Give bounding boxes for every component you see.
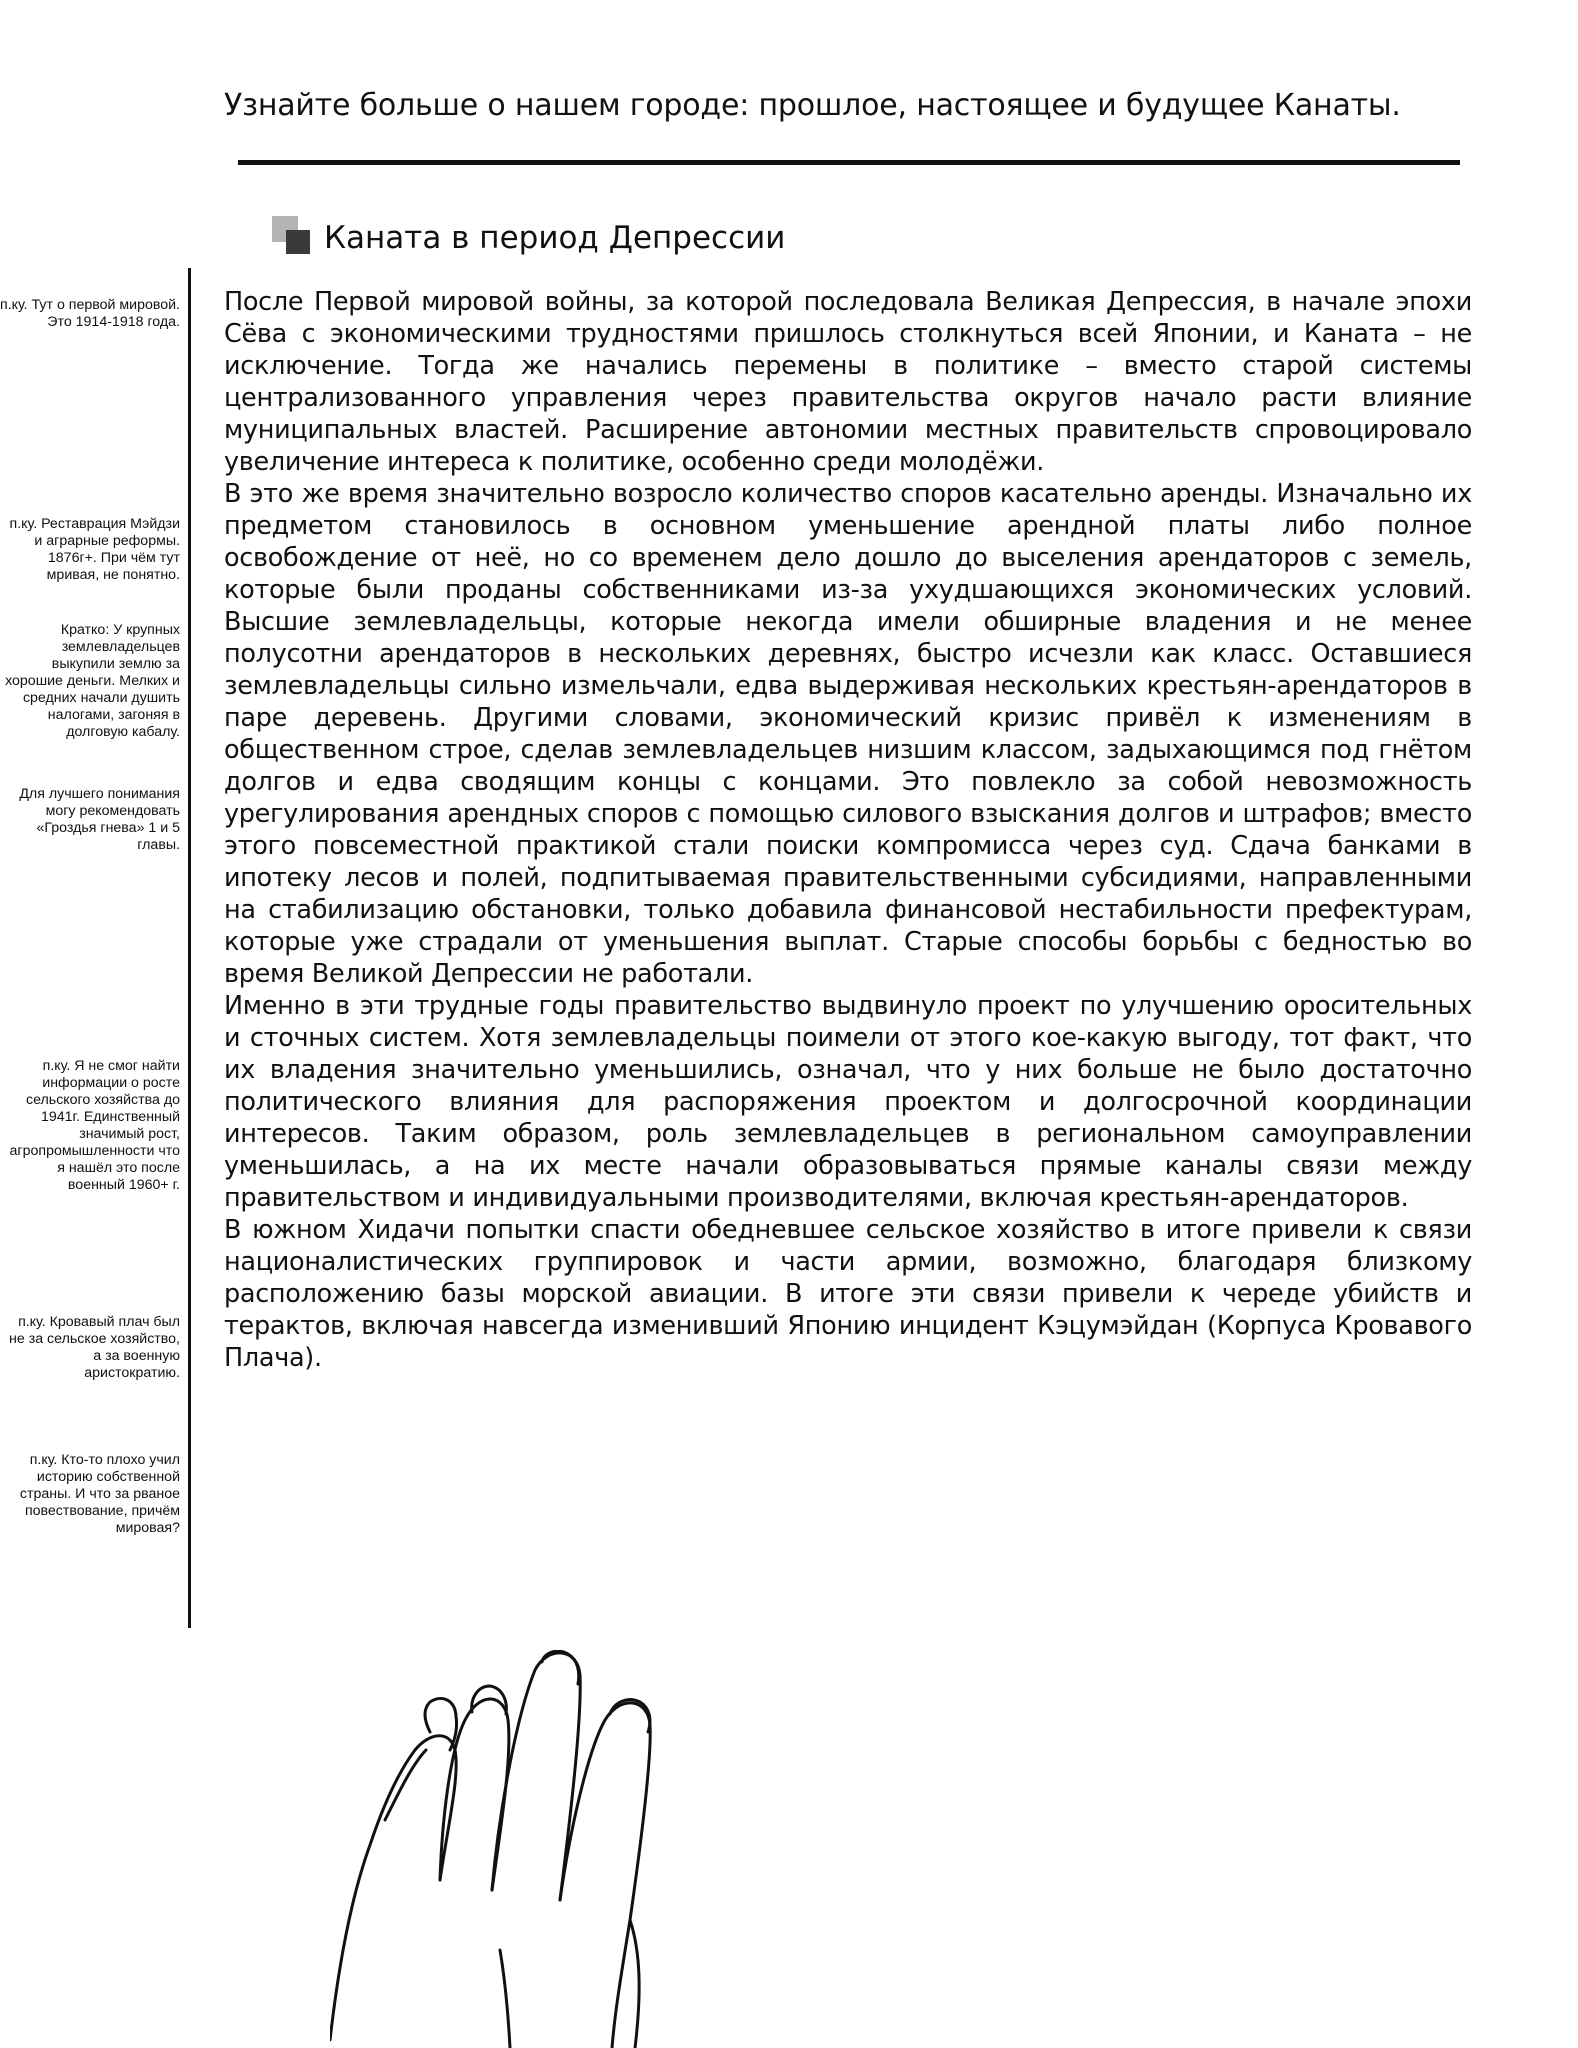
margin-note: п.ку. Кто-то плохо учил историю собственной страны. И что за рваное повествование, причём мировая?	[19, 1452, 180, 1536]
margin-note: Кратко: У крупных землевладельцев выкупили землю за хорошие деньги. Мелких и средних начали душить налогами, загоняя в долговую кабалу.	[5, 622, 180, 740]
margin-note: Для лучшего понимания могу рекомендовать «Гроздья гнева» 1 и 5 главы.	[19, 786, 180, 853]
margin-divider	[188, 268, 191, 1628]
page-header: Узнайте больше о нашем городе: прошлое, настоящее и будущее Канаты.	[224, 88, 1401, 123]
article-paragraph: После Первой мировой войны, за которой последовала Великая Депрессия, в начале эпохи Сёва с экономическими трудностями пришлось столкнуться всей Японии, и Каната – не исключение. Тогда же начались перемены в политике – вместо старой системы централизованного управления через правительства округов начало расти влияние муниципальных властей. Расширение автономии местных правительств спровоцировало увеличение интереса к политике, особенно среди молодёжи.	[224, 287, 1472, 477]
margin-note: п.ку. Кровавый плач был не за сельское хозяйство, а за военную аристократию.	[9, 1314, 180, 1381]
hand-illustration	[330, 1650, 850, 2048]
section-heading	[272, 212, 785, 264]
margin-note: п.ку. Я не смог найти информации о росте сельского хозяйства до 1941г. Единственный значимый рост, агропромышленности что я нашёл это после военный 1960+ г.	[9, 1058, 180, 1193]
margin-note: п.ку. Реставрация Мэйдзи и аграрные реформы. 1876г+. При чём тут мривая, не понятно.	[9, 516, 180, 583]
article-paragraph: В южном Хидачи попытки спасти обедневшее сельское хозяйство в итоге привели к связи националистических группировок и части армии, возможно, благодаря близкому расположению базы морской авиации. В итоге эти связи привели к череде убийств и терактов, включая навсегда изменивший Японию инцидент Кэцумэйдан (Корпуса Кровавого Плача).	[224, 1215, 1472, 1373]
article-paragraph: Именно в эти трудные годы правительство выдвинуло проект по улучшению оросительных и сточных систем. Хотя землевладельцы поимели от этого кое-какую выгоду, тот факт, что их владения значительно уменьшились, означал, что у них больше не было достаточно политического влияния для распоряжения проектом и долгосрочной координации интересов. Таким образом, роль землевладельцев в региональном самоуправлении уменьшилась, а на их месте начали образовываться прямые каналы связи между правительством и индивидуальными производителями, включая крестьян-арендаторов.	[224, 991, 1472, 1213]
article-paragraph: В это же время значительно возросло количество споров касательно аренды. Изначально их предметом становилось в основном уменьшение арендной платы либо полное освобождение от неё, но со временем дело дошло до выселения арендаторов с земель, которые были проданы собственниками из-за ухудшающихся экономических условий. Высшие землевладельцы, которые некогда имели обширные владения и не менее полусотни арендаторов в нескольких деревнях, быстро исчезли как класс. Оставшиеся землевладельцы сильно измельчали, едва выдерживая нескольких крестьян-арендаторов в паре деревень. Другими словами, экономический кризис привёл к изменениям в общественном строе, сделав землевладельцев низшим классом, задыхающимся под гнётом долгов и едва сводящим концы с концами. Это повлекло за собой невозможность урегулирования арендных споров с помощью силового взыскания долгов и штрафов; вместо этого повсеместной практикой стали поиски компромисса через суд. Сдача банками в ипотеку лесов и полей, подпитываемая правительственными субсидиями, направленными на стабилизацию обстановки, только добавила финансовой нестабильности префектурам, которые уже страдали от уменьшения выплат. Старые способы борьбы с бедностью во время Великой Депрессии не работали.	[224, 479, 1472, 989]
section-title: Каната в период Депрессии	[324, 220, 786, 256]
article-body	[224, 286, 1472, 1374]
header-divider	[238, 160, 1460, 165]
margin-note: п.ку. Тут о первой мировой. Это 1914-1918 года.	[0, 297, 180, 330]
section-bullet-icon	[272, 216, 316, 260]
